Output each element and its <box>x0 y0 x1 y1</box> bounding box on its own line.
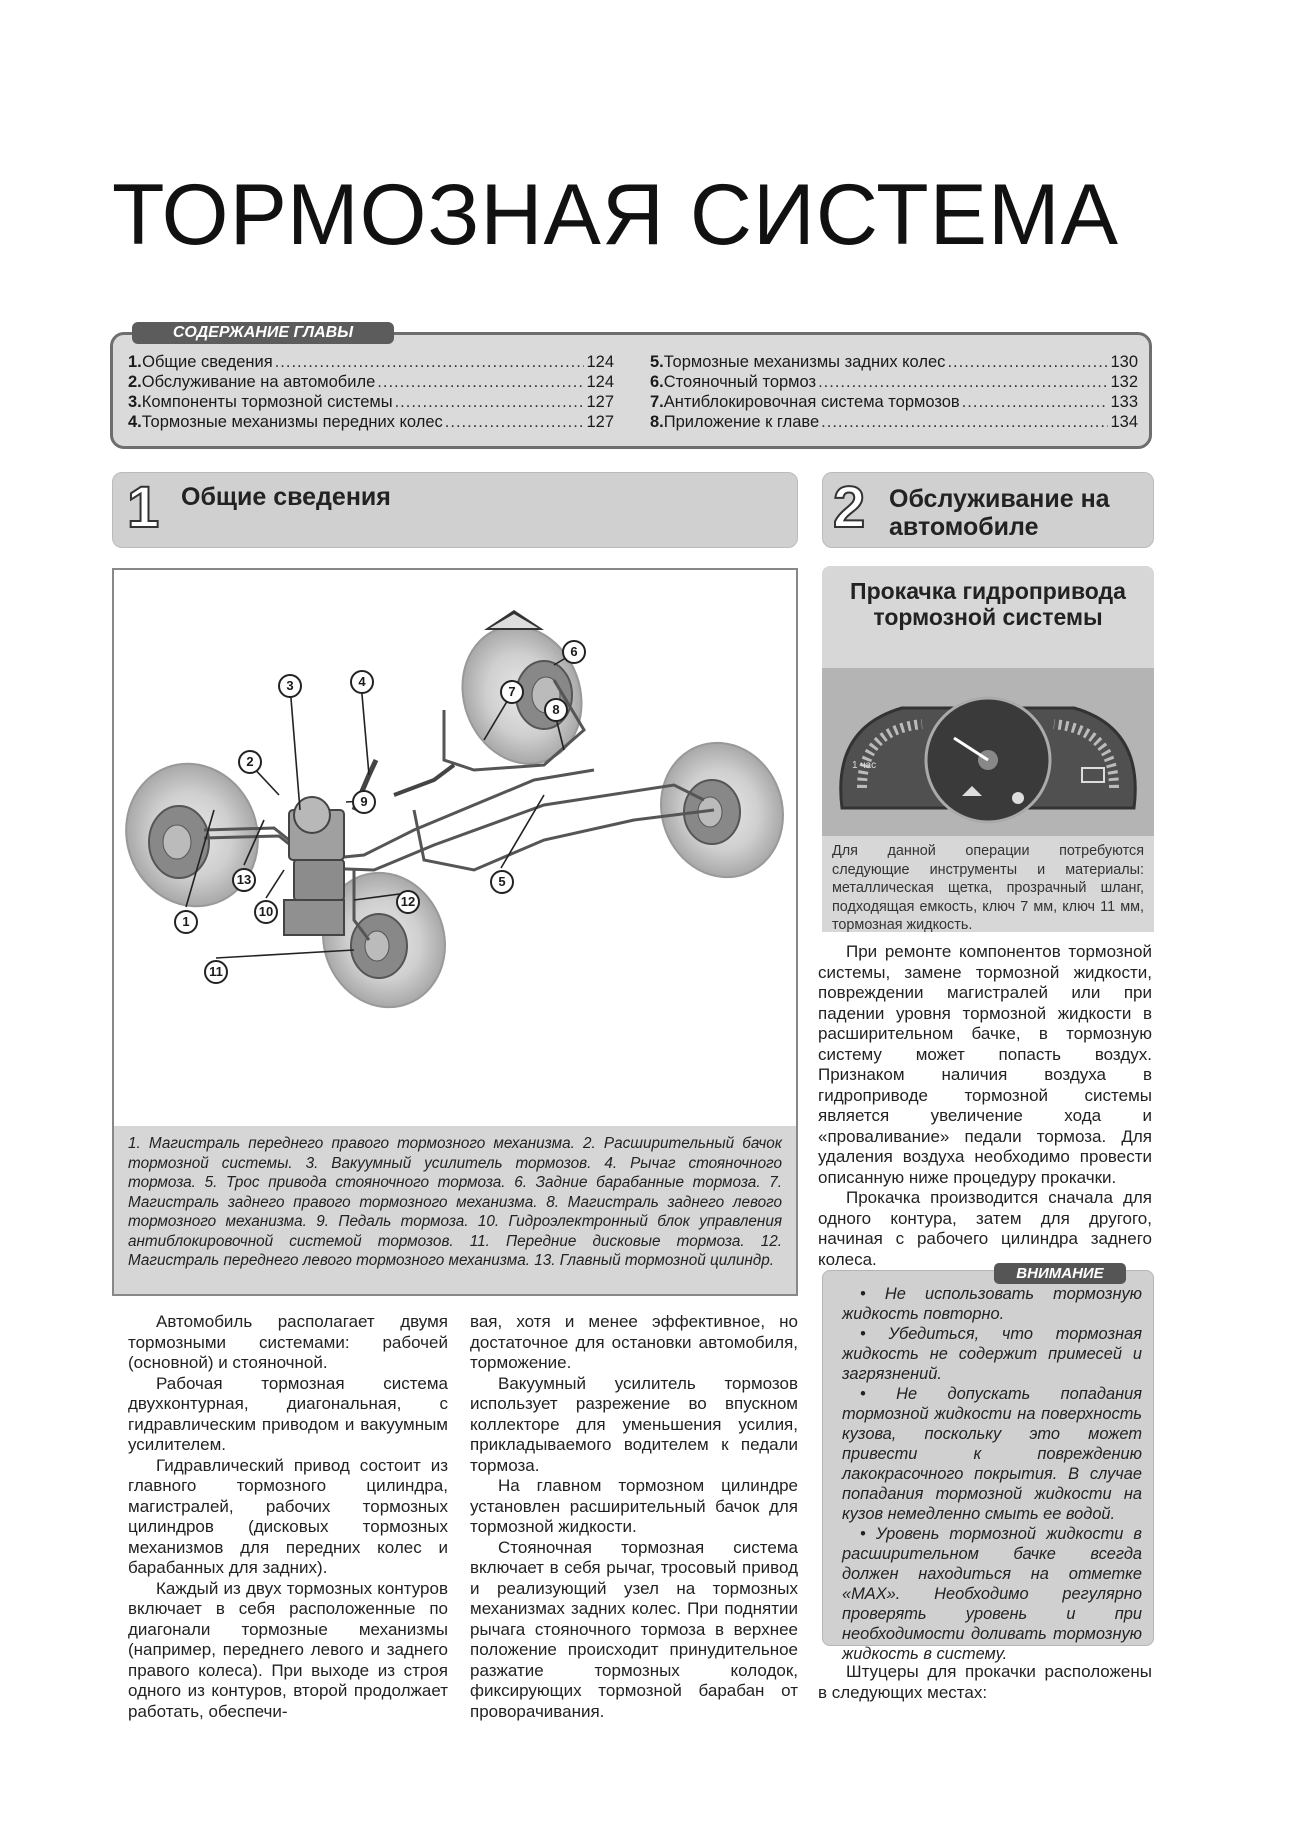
indicator-icon <box>1012 792 1024 804</box>
body-column-2 <box>470 1312 798 1722</box>
paragraph: Прокачка производится сначала для одного контура, затем для другого, начиная с рабочего цилиндра заднего колеса. <box>818 1188 1152 1269</box>
toc-item[interactable] <box>650 412 1138 432</box>
toc-label: Тормозные механизмы задних колес <box>663 353 946 371</box>
toc-column-left <box>128 352 614 432</box>
callout-9: 9 <box>352 790 376 814</box>
tools-note: Для данной операции потребуются следующие инструменты и материалы: металлическая щетка, прозрачный шланг, подходящая емкость, ключ 7 мм, ключ 11 мм, тормозная жидкость. <box>822 836 1154 932</box>
toc-label: Общие сведения <box>142 353 273 371</box>
page-title: ТОРМОЗНАЯ СИСТЕМА <box>112 167 1119 263</box>
procedure-title: Прокачка гидропривода тормозной системы <box>850 578 1126 630</box>
dashboard-svg <box>822 668 1154 836</box>
paragraph: Гидравлический привод состоит из главного тормозного цилиндра, магистралей, рабочих тормозных цилиндров (дисковых тормозных механизмов для передних колес и барабанных для задних). <box>128 1455 448 1577</box>
callout-11: 11 <box>204 960 228 984</box>
callout-1: 1 <box>174 910 198 934</box>
toc-leader <box>445 412 585 432</box>
warning-item: • Не допускать попадания тормозной жидкости на поверхность кузова, поскольку это может привести к повреждению лакокрасочного покрытия. В случае попадания тормозной жидкости на кузов немедленно смыть ее водой. <box>842 1384 1142 1524</box>
toc-page: 134 <box>1110 413 1138 431</box>
toc-label: Тормозные механизмы передних колес <box>141 413 443 431</box>
paragraph: Каждый из двух тормозных контуров включает в себя расположенные по диагонали тормозные механизмы (например, переднего левого и заднего правого колеса). При выходе из строя одного из контуров, второй продолжает работать, обеспечи- <box>128 1578 448 1721</box>
section-title: Обслуживание на автомобиле <box>889 485 1110 541</box>
toc-item[interactable] <box>650 372 1138 392</box>
toc-item[interactable] <box>128 412 614 432</box>
paragraph: Вакуумный усилитель тормозов использует разрежение во впускном коллекторе для уменьшения усилия, прикладываемого водителем к педали тормоза. <box>470 1373 798 1475</box>
toc-label: Стояночный тормоз <box>663 373 817 391</box>
warning-header: ВНИМАНИЕ <box>994 1263 1126 1284</box>
callout-5: 5 <box>490 870 514 894</box>
instrument-cluster-image <box>822 668 1154 836</box>
toc-number: 8. <box>650 413 664 431</box>
callout-2: 2 <box>238 750 262 774</box>
paragraph: На главном тормозном цилиндре установлен расширительный бачок для тормозной жидкости. <box>470 1476 798 1536</box>
toc-label: Антиблокировочная система тормозов <box>663 393 960 411</box>
warning-item: • Не использовать тормозную жидкость повторно. <box>842 1284 1142 1324</box>
warning-body <box>842 1284 1142 1664</box>
paragraph: При ремонте компонентов тормозной системы, замене тормозной жидкости, повреждении магистралей или при падении уровня тормозной жидкости в расширительном бачке, в тормозную систему может попасть воздух. Признаком наличия воздуха в гидроприводе тормозной системы является увеличение хода и «проваливание» педали тормоза. Для удаления воздуха необходимо провести описанную ниже процедуру прокачки. <box>818 942 1152 1187</box>
toc-header: СОДЕРЖАНИЕ ГЛАВЫ <box>132 322 394 344</box>
toc-number: 1. <box>128 353 142 371</box>
toc-leader <box>275 352 585 372</box>
body-column-3 <box>818 942 1152 1270</box>
toc-item[interactable] <box>128 352 614 372</box>
toc-number: 3. <box>128 393 142 411</box>
paragraph: Стояночная тормозная система включает в себя рычаг, тросовый привод и реализующий узел на тормозных механизмах задних колес. При поднятии рычага стояночного тормоза в верхнее положение происходит принудительное разжатие тормозных колодок, фиксирующих тормозной барабан от проворачивания. <box>470 1537 798 1721</box>
toc-page: 133 <box>1110 393 1138 411</box>
toc-leader <box>818 372 1108 392</box>
toc-item[interactable] <box>650 392 1138 412</box>
toc-number: 5. <box>650 353 664 371</box>
paragraph: вая, хотя и менее эффективное, но достаточное для остановки автомобиля, торможение. <box>470 1312 798 1372</box>
toc-column-right <box>650 352 1138 432</box>
toc-label: Обслуживание на автомобиле <box>141 373 376 391</box>
section-number: 1 <box>127 475 160 540</box>
callout-3: 3 <box>278 674 302 698</box>
procedure-header <box>822 566 1154 668</box>
brake-system-diagram <box>112 568 798 1128</box>
toc-number: 6. <box>650 373 664 391</box>
toc-leader <box>377 372 584 392</box>
warning-item: • Убедиться, что тормозная жидкость не содержит примесей и загрязнений. <box>842 1324 1142 1384</box>
brake-lines <box>204 680 714 940</box>
toc-page: 124 <box>586 353 614 371</box>
callout-13: 13 <box>232 868 256 892</box>
callout-10: 10 <box>254 900 278 924</box>
parking-lever <box>394 765 454 795</box>
toc-page: 124 <box>586 373 614 391</box>
section-number: 2 <box>833 475 866 540</box>
toc-item[interactable] <box>128 372 614 392</box>
dash-label: 1 час <box>852 760 877 771</box>
toc-number: 4. <box>128 413 142 431</box>
toc-leader <box>962 392 1109 412</box>
brake-diagram-svg <box>114 570 796 1126</box>
callout-8: 8 <box>544 698 568 722</box>
figure-caption: 1. Магистраль переднего правого тормозного механизма. 2. Расширительный бачок тормозной системы. 3. Вакуумный усилитель тормозов. 4. Рычаг стояночного тормоза. 5. Трос привода стояночного тормоза. 6. Задние барабанные тормоза. 7. Магистраль заднего правого тормозного механизма. 8. Магистраль заднего левого тормозного механизма. 9. Педаль тормоза. 10. Гидроэлектронный блок управления антиблокировочной системой тормозов. 11. Передние дисковые тормоза. 12. Магистраль переднего левого тормозного механизма. 13. Главный тормозной цилиндр. <box>112 1126 798 1296</box>
callout-12: 12 <box>396 890 420 914</box>
toc-number: 2. <box>128 373 142 391</box>
section-header-maintenance <box>822 472 1154 548</box>
toc-page: 130 <box>1110 353 1138 371</box>
toc-label: Компоненты тормозной системы <box>141 393 393 411</box>
toc-page: 127 <box>586 413 614 431</box>
wheel-rear-left <box>642 726 796 895</box>
paragraph: Рабочая тормозная система двухконтурная, диагональная, с гидравлическим приводом и вакуумным усилителем. <box>128 1373 448 1454</box>
section-title: Общие сведения <box>181 483 391 511</box>
toc-item[interactable] <box>650 352 1138 372</box>
brand-logo-icon <box>484 610 544 630</box>
body-column-4: Штуцеры для прокачки расположены в следующих местах: <box>818 1662 1152 1702</box>
toc-number: 7. <box>650 393 664 411</box>
toc-label: Приложение к главе <box>663 413 820 431</box>
master-cylinder-assembly <box>289 797 344 900</box>
toc-item[interactable] <box>128 392 614 412</box>
callout-7: 7 <box>500 680 524 704</box>
body-column-1 <box>128 1312 448 1722</box>
callout-6: 6 <box>562 640 586 664</box>
paragraph: Автомобиль располагает двумя тормозными системами: рабочей (основной) и стояночной. <box>128 1312 448 1372</box>
toc-page: 132 <box>1110 373 1138 391</box>
callout-4: 4 <box>350 670 374 694</box>
toc-leader <box>395 392 585 412</box>
section-header-general <box>112 472 798 548</box>
toc-leader <box>947 352 1108 372</box>
toc-leader <box>821 412 1108 432</box>
abs-unit <box>284 900 344 935</box>
warning-item: • Уровень тормозной жидкости в расширительном бачке всегда должен находиться на отметке «MAX». Необходимо регулярно проверять уровень и при необходимости доливать тормозную жидкость в систему. <box>842 1524 1142 1664</box>
toc-page: 127 <box>586 393 614 411</box>
